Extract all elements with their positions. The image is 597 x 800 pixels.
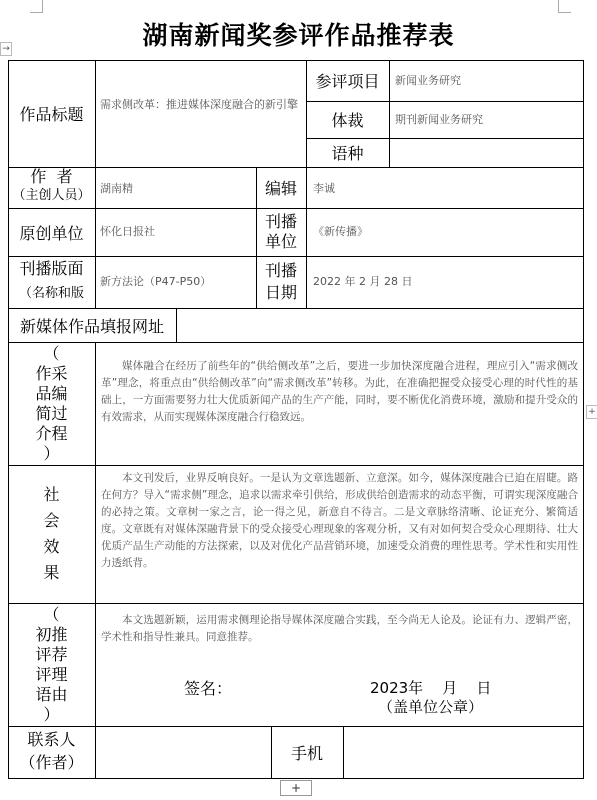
page-field[interactable]: 新方法论（P47-P50） <box>100 275 212 288</box>
intro-label <box>8 342 95 465</box>
genre-label: 体裁 <box>331 111 364 130</box>
editor-field[interactable]: 李诚 <box>313 182 335 195</box>
intro-text[interactable]: 媒体融合在经历了前些年的“供给侧改革”之后，要进一步加快深度融合进程，理应引入“需求侧改革”理念，将重点由“供给侧改革”向“需求侧改革”转移。为此，在准确把握受众接受心理的时代性的基础上，一方面需要努力壮大优质新闻产品的生产产能，同时，要不断优化消费环境，激励和提升受众的有效需求，从而实现媒体深度融合行稳致远。 <box>101 360 578 423</box>
form-title: 湖南新闻奖参评作品推荐表 <box>142 21 455 50</box>
origin-unit-label: 原创单位 <box>19 223 84 243</box>
intro-label-line: 介程 <box>35 423 68 443</box>
page-sublabel: （名称和版 <box>18 286 84 301</box>
effect-label-line: 会 <box>43 511 60 530</box>
publish-unit-label: 刊播单位 <box>265 212 298 251</box>
date-line: 2023年 月 日 <box>370 679 492 697</box>
signature-label: 签名： <box>184 679 233 698</box>
contact-label: 联系人 <box>27 730 76 749</box>
intro-label-line: 品编 <box>35 383 68 403</box>
work-title-label: 作品标题 <box>19 105 84 124</box>
review-text[interactable]: 本文选题新颖，运用需求侧理论指导媒体深度融合实践，至今尚无人论及。论证有力、逻辑严密，学术性和指导性兼具。同意推荐。 <box>101 614 578 643</box>
editor-label: 编辑 <box>264 179 297 198</box>
review-label-line: 评理 <box>35 664 68 684</box>
genre-field[interactable]: 期刊新闻业务研究 <box>395 113 483 126</box>
publish-date-field[interactable]: 2022 年 2 月 28 日 <box>313 275 413 288</box>
phone-label: 手机 <box>290 743 323 763</box>
page-corner-mark-top-left <box>30 0 43 13</box>
seal-note: （盖单位公章） <box>378 698 484 716</box>
publish-unit-field[interactable]: 《新传播》 <box>313 225 368 238</box>
add-row-button[interactable]: + <box>280 780 312 796</box>
review-label-line: （ <box>43 604 60 624</box>
contact-sublabel: （作者） <box>19 753 84 772</box>
intro-label-line: （ <box>43 343 60 363</box>
page-corner-mark-top-right <box>558 0 571 13</box>
review-label-line: 初推 <box>35 624 68 644</box>
origin-unit-field[interactable]: 怀化日报社 <box>100 225 155 238</box>
review-label-line: 评荐 <box>35 644 68 664</box>
author-sublabel: （主创人员） <box>12 188 91 203</box>
table-move-handle[interactable]: → <box>0 42 12 56</box>
effect-label-line: 效 <box>43 537 60 556</box>
page-label: 刊播版面 <box>19 259 84 278</box>
intro-label-line: ） <box>43 443 60 463</box>
category-field[interactable]: 新闻业务研究 <box>395 74 461 87</box>
author-field[interactable]: 湖南精 <box>100 182 133 195</box>
contact-label-cell <box>8 728 95 778</box>
author-label: 作 者 <box>30 167 73 186</box>
intro-label-line: 作采 <box>35 363 68 383</box>
effect-label-line: 果 <box>43 563 60 582</box>
author-label-cell <box>8 167 95 208</box>
effect-label <box>8 465 95 603</box>
effect-label-line: 社 <box>43 485 60 504</box>
intro-label-line: 简过 <box>35 403 68 423</box>
review-label-line: 语由 <box>35 684 68 704</box>
effect-text[interactable]: 本文刊发后，业界反响良好。一是认为文章选题新、立意深。如今，媒体深度融合已迫在眉睫。路在何方？导入“需求侧”理念，追求以需求牵引供给，形成供给创造需求的动态平衡，可谓实现深度融合的必持之策。文章树一家之言，论一得之见，新意自不待言。二是文章脉络清晰、论证充分、繁简适度。文章既有对媒体深融背景下的受众接受心理现象的客观分析，又有对如何契合受众心理期待、壮大优质产品生产动能的方法探索，以及对优化产品营销环境，加速受众消费的理性思考。学术性和实用性力透纸背。 <box>101 472 578 569</box>
language-label: 语种 <box>331 144 364 163</box>
review-label-line: ） <box>43 704 60 724</box>
add-column-button[interactable]: + <box>586 405 597 419</box>
category-label: 参评项目 <box>315 72 380 91</box>
work-title-field[interactable]: 需求侧改革：推进媒体深度融合的新引擎 <box>100 98 298 111</box>
publish-date-label: 刊播日期 <box>265 261 298 302</box>
page-label-cell <box>8 256 95 308</box>
url-label: 新媒体作品填报网址 <box>19 316 164 336</box>
review-label <box>8 603 95 726</box>
